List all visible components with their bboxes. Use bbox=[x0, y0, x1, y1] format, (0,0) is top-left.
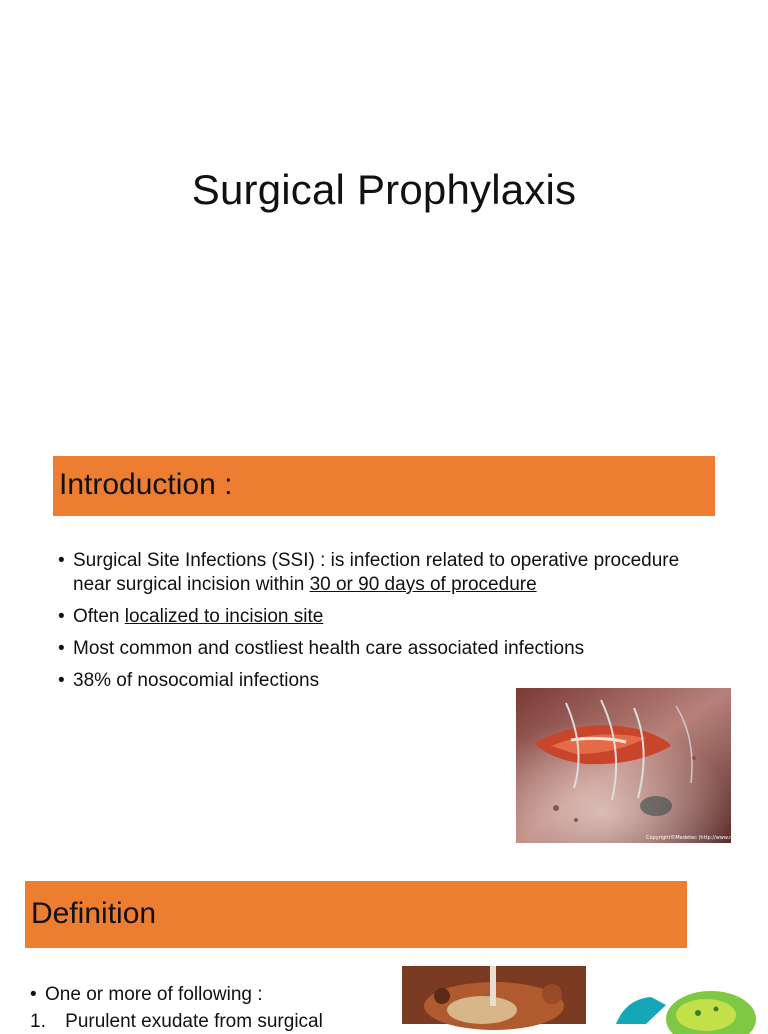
list-item: • Surgical Site Infections (SSI) : is infection related to operative procedure near surgical incision within 30 or 90 days of procedure bbox=[58, 549, 698, 597]
definition-heading: Definition bbox=[25, 881, 687, 948]
list-item: • One or more of following : bbox=[30, 983, 390, 1007]
item-text: Purulent exudate from surgical bbox=[65, 1011, 323, 1032]
item-number: 1. bbox=[30, 1011, 46, 1032]
underlined-text: 30 or 90 days of procedure bbox=[309, 574, 537, 595]
list-item: • Often localized to incision site bbox=[58, 605, 698, 629]
slide-title: Surgical Prophylaxis bbox=[191, 166, 577, 213]
list-item: • Most common and costliest health care associated infections bbox=[58, 637, 698, 661]
numbered-item bbox=[30, 1010, 323, 1034]
bacteria-illustration bbox=[606, 985, 768, 1024]
wound-illustration bbox=[516, 688, 768, 843]
introduction-bullet-list bbox=[58, 549, 698, 701]
underlined-text: localized to incision site bbox=[124, 606, 324, 627]
definition-bullet-list bbox=[30, 983, 390, 1007]
exudate-photo bbox=[402, 966, 586, 1024]
wound-photo bbox=[516, 688, 768, 843]
bacteria-graphic bbox=[606, 985, 768, 1024]
exudate-illustration bbox=[402, 966, 586, 1024]
title-slide bbox=[0, 0, 768, 440]
photo-credit: Copyright©Medetec (http://www.medetec.co.uk) bbox=[646, 835, 768, 841]
list-item: • 38% of nosocomial infections bbox=[58, 669, 698, 693]
introduction-heading: Introduction : bbox=[53, 456, 715, 516]
